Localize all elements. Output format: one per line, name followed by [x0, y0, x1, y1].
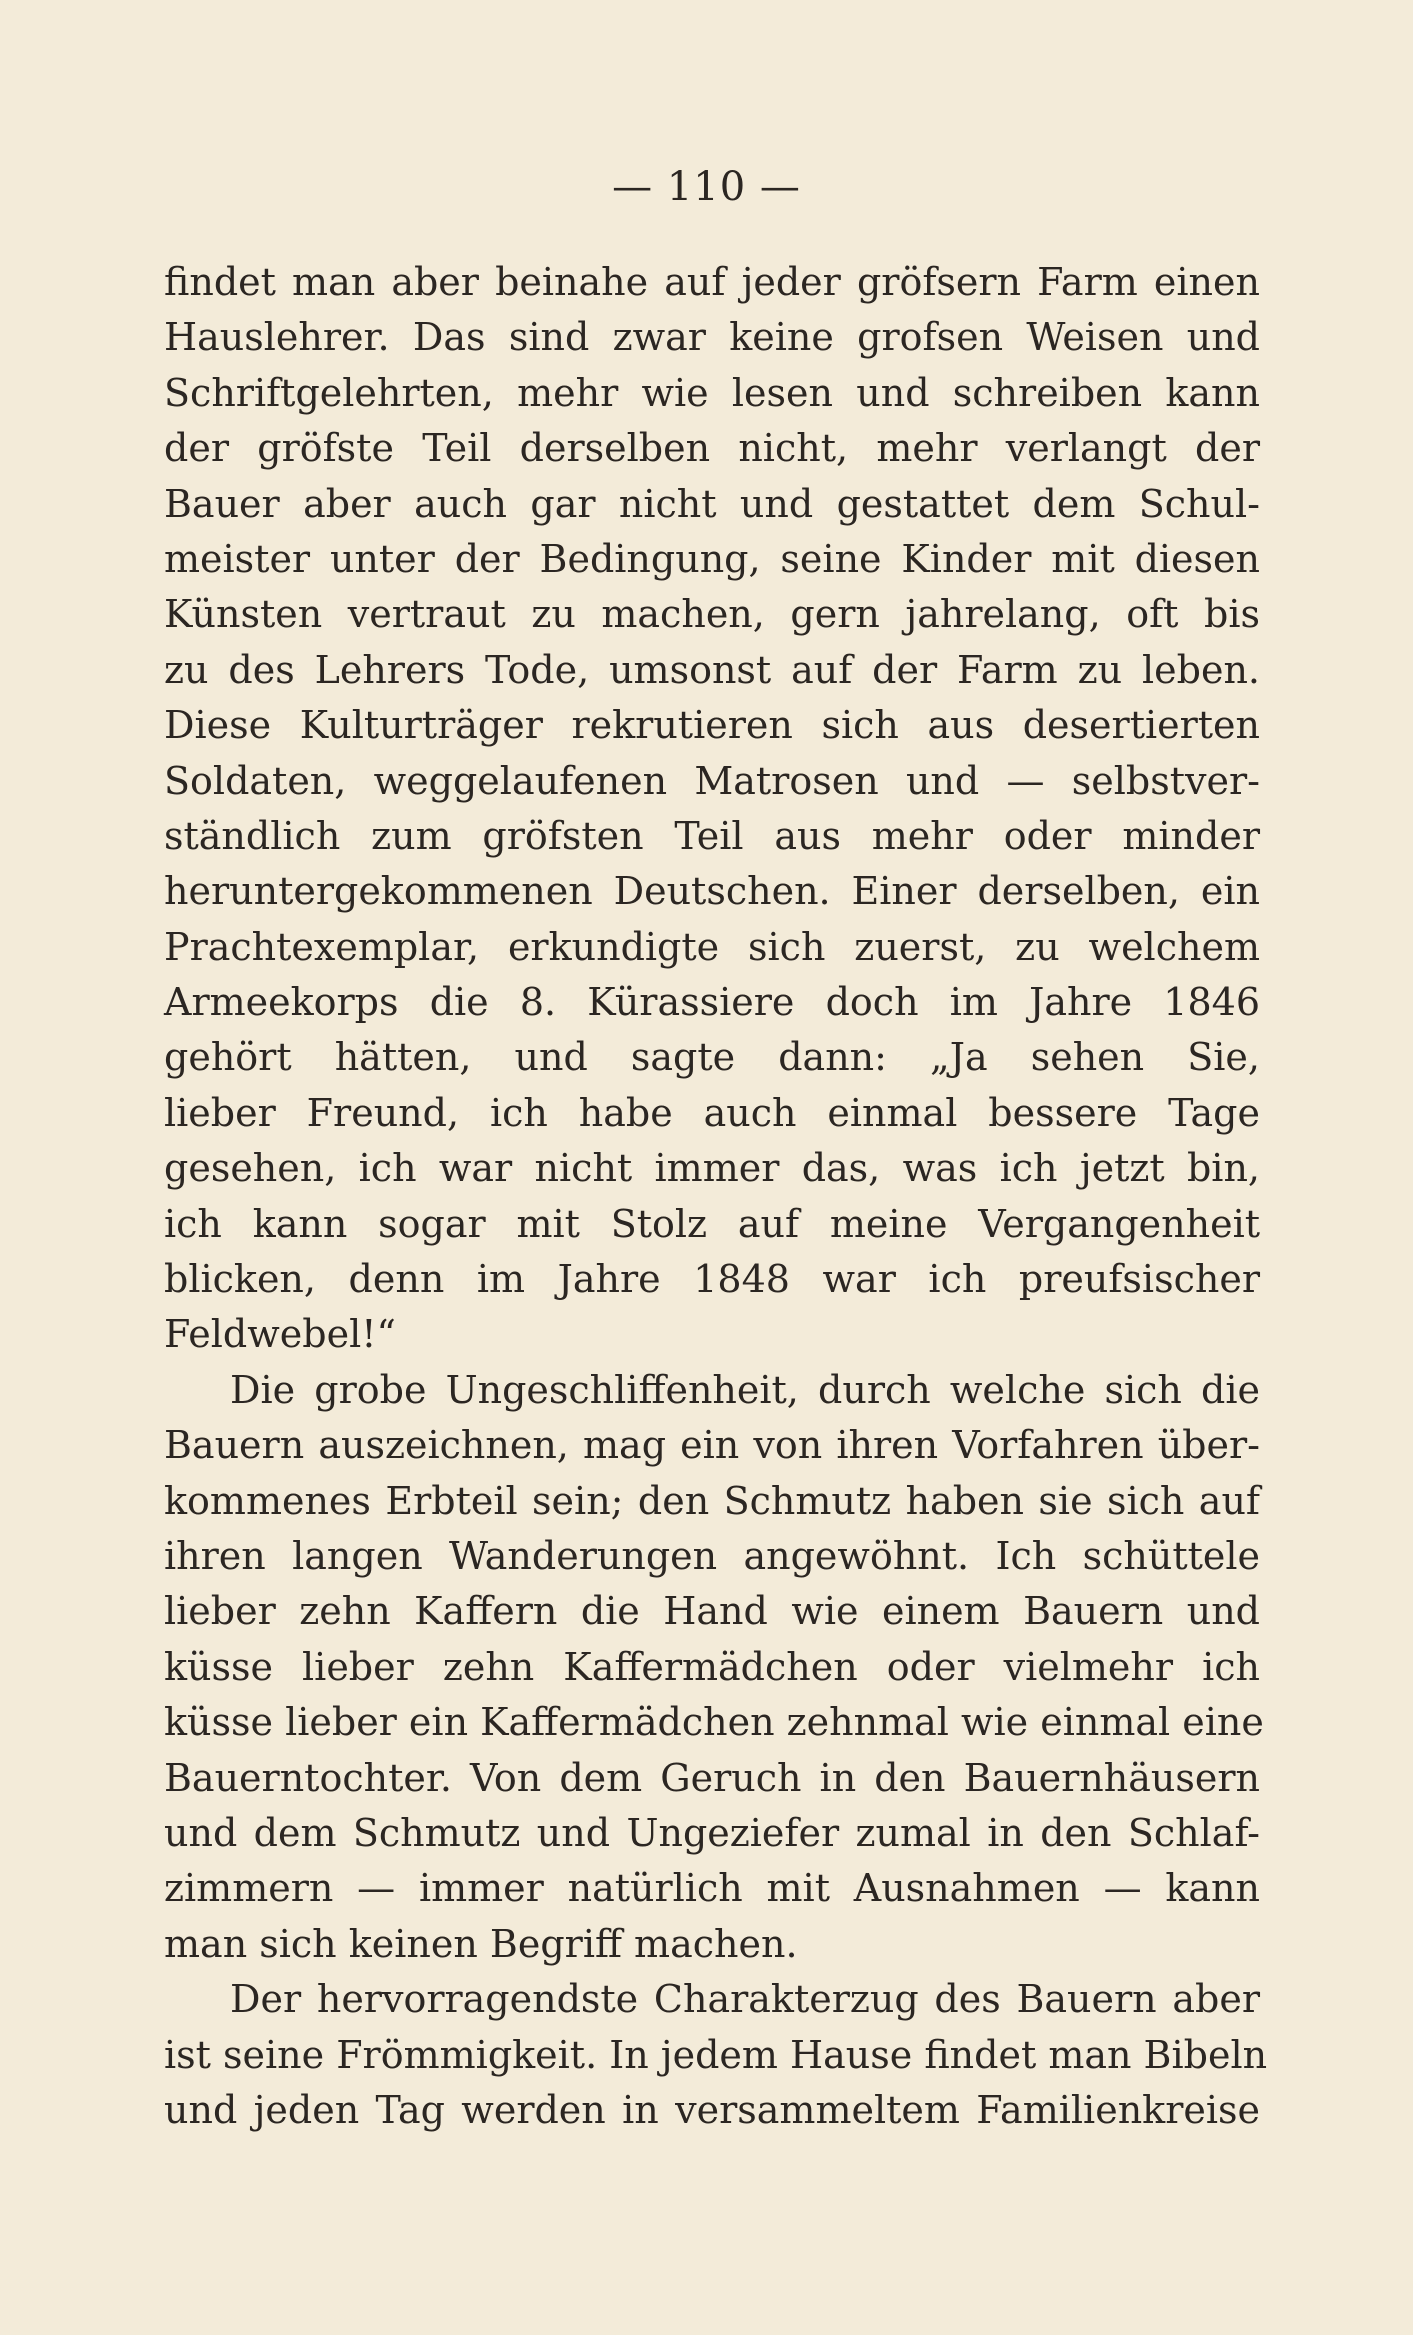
text-line: Hauslehrer. Das sind zwar keine grofsen Weisen und	[164, 315, 1260, 360]
text-line: Bauerntochter. Von dem Geruch in den Bauernhäusern	[164, 1755, 1260, 1800]
text-line: ich kann sogar mit Stolz auf meine Vergangenheit	[164, 1201, 1260, 1246]
text-line: gesehen, ich war nicht immer das, was ich jetzt bin,	[164, 1146, 1260, 1191]
text-line: und dem Schmutz und Ungeziefer zumal in den Schlaf-	[164, 1810, 1260, 1855]
text-line: zu des Lehrers Tode, umsonst auf der Farm zu leben.	[164, 647, 1260, 692]
text-line: lieber Freund, ich habe auch einmal bessere Tage	[164, 1090, 1260, 1135]
text-line: blicken, denn im Jahre 1848 war ich preufsischer	[164, 1257, 1260, 1302]
text-line: küsse lieber zehn Kaffermädchen oder vielmehr ich	[164, 1644, 1260, 1689]
text-line: zimmern — immer natürlich mit Ausnahmen — kann	[164, 1866, 1260, 1911]
text-line: der gröfste Teil derselben nicht, mehr verlangt der	[164, 426, 1260, 471]
text-line: Schriftgelehrten, mehr wie lesen und schreiben kann	[164, 370, 1260, 415]
text-line: meister unter der Bedingung, seine Kinder mit diesen	[164, 536, 1260, 581]
paragraph-end-line: man sich keinen Begriff machen.	[164, 1921, 798, 1966]
text-line: Armeekorps die 8. Kürassiere doch im Jahre 1846	[164, 980, 1260, 1025]
text-line: ihren langen Wanderungen angewöhnt. Ich schüttele	[164, 1533, 1260, 1578]
paragraph-start-line: Die grobe Ungeschliffenheit, durch welche sich die	[230, 1367, 1260, 1412]
body-text	[164, 255, 1268, 2138]
text-line: Soldaten, weggelaufenen Matrosen und — selbstver-	[164, 758, 1260, 803]
paragraph-start-line: Der hervorragendste Charakterzug des Bauern aber	[230, 1977, 1260, 2022]
text-line: Bauern auszeichnen, mag ein von ihren Vorfahren über-	[164, 1423, 1260, 1468]
text-line: Künsten vertraut zu machen, gern jahrelang, oft bis	[164, 592, 1260, 637]
text-line: küsse lieber ein Kaffermädchen zehnmal wie einmal eine	[164, 1700, 1264, 1745]
text-line: Diese Kulturträger rekrutieren sich aus desertierten	[164, 703, 1260, 748]
text-line: und jeden Tag werden in versammeltem Familienkreise	[164, 2087, 1260, 2132]
text-line: Prachtexemplar, erkundigte sich zuerst, zu welchem	[164, 924, 1260, 969]
text-line: heruntergekommenen Deutschen. Einer derselben, ein	[164, 869, 1260, 914]
paragraph-end-line: Feldwebel!“	[164, 1312, 396, 1357]
text-line: gehört hätten, und sagte dann: „Ja sehen Sie,	[164, 1035, 1260, 1080]
text-line: findet man aber beinahe auf jeder gröfsern Farm einen	[164, 260, 1260, 304]
text-line: ist seine Frömmigkeit. In jedem Hause findet man Bibeln	[164, 2032, 1268, 2077]
text-line: Bauer aber auch gar nicht und gestattet dem Schul-	[164, 481, 1260, 526]
text-line: ständlich zum gröfsten Teil aus mehr oder minder	[164, 813, 1260, 858]
text-line: lieber zehn Kaffern die Hand wie einem Bauern und	[164, 1589, 1260, 1634]
text-line: kommenes Erbteil sein; den Schmutz haben sie sich auf	[164, 1478, 1260, 1523]
page-number: — 110 —	[612, 164, 801, 210]
